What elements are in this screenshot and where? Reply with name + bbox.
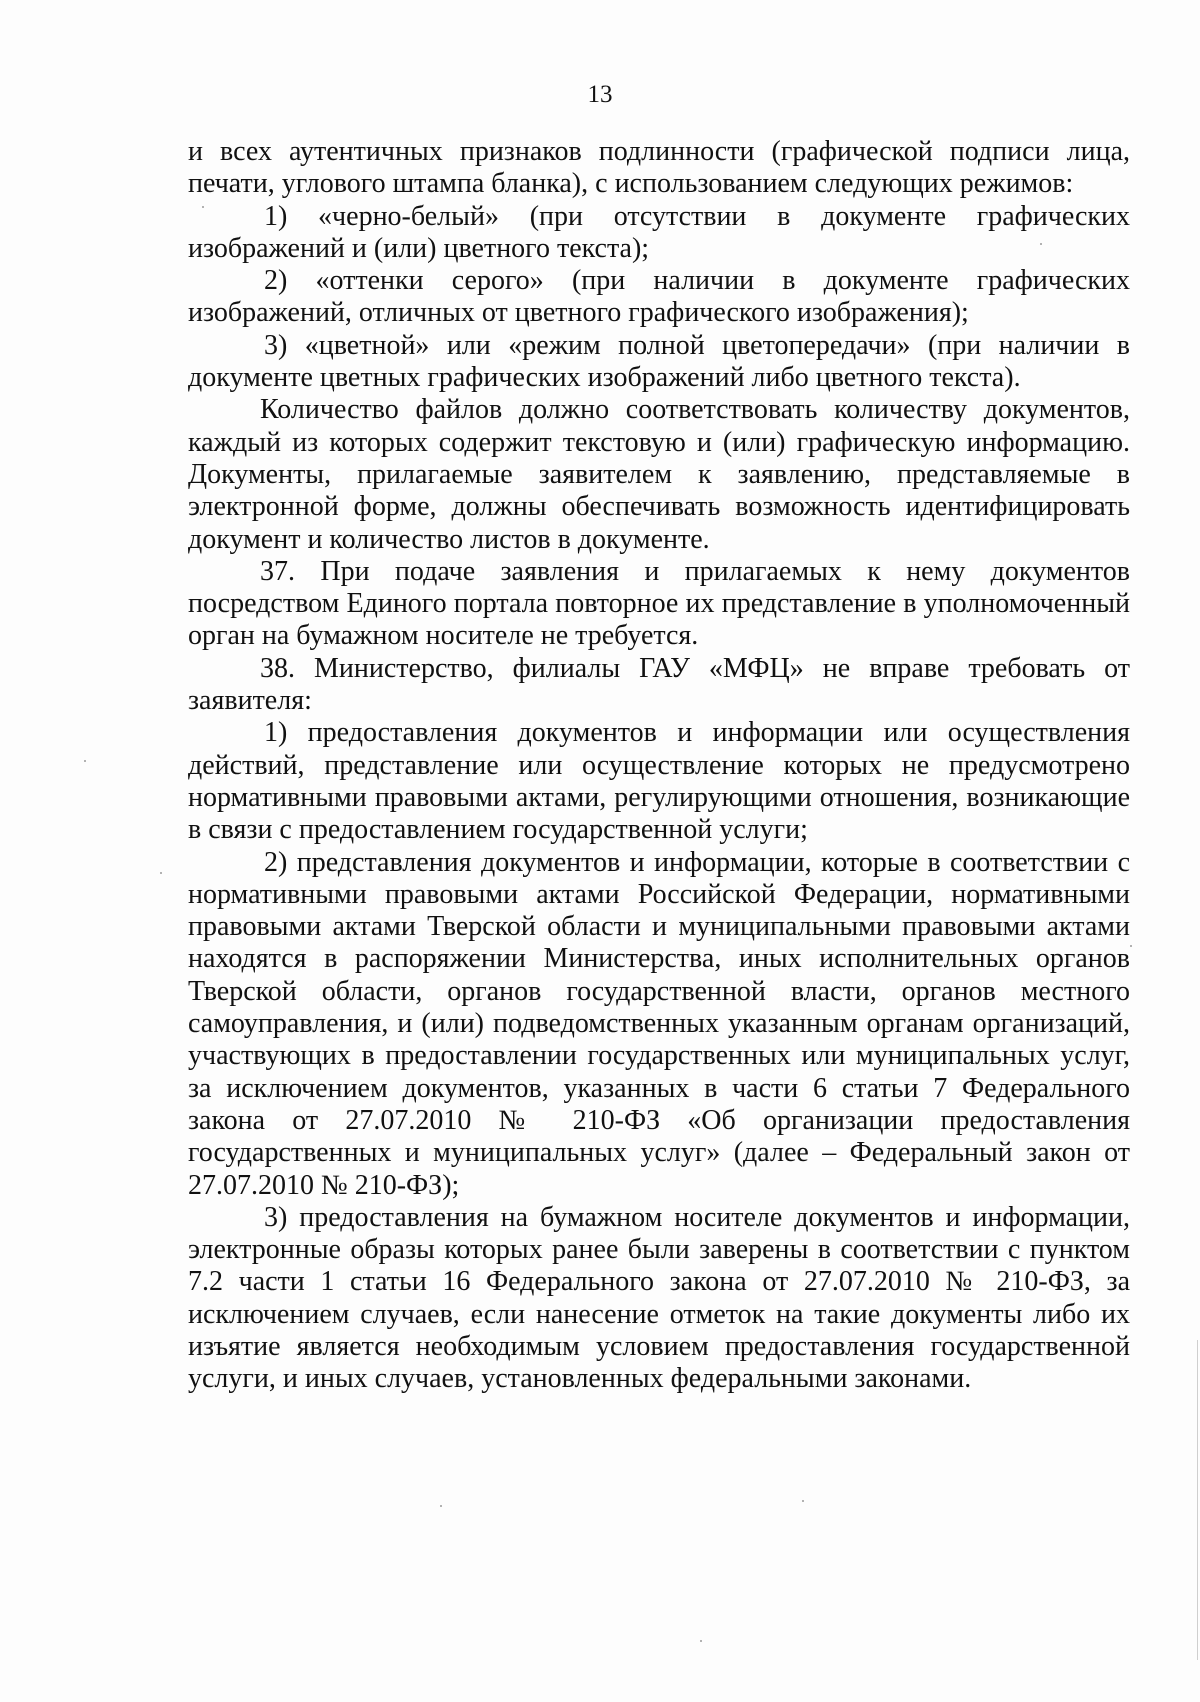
- page-number: 13: [587, 81, 613, 108]
- document-body: [188, 136, 1130, 1396]
- paragraph-file-count: Количество файлов должно соответствовать количеству документов, каждый из которых содержит текстовую и (или) графическую информацию. Документы, прилагаемые заявителем к заявлению, представляемые в электронной форме, должны обеспечивать возможность идентифицировать документ и количество листов в документе.: [188, 394, 1130, 555]
- scan-edge-line: [1197, 1340, 1198, 1660]
- scan-speck: [1040, 243, 1042, 245]
- paragraph-mode-black-white: 1) «черно-белый» (при отсутствии в документе графических изображений и (или) цветного текста);: [188, 200, 1130, 264]
- scan-speck: [202, 206, 204, 208]
- paragraph-item-38-subitem-3: 3) предоставления на бумажном носителе документов и информации, электронные образы которых ранее были заверены в соответствии с пунктом 7.2 части 1 статьи 16 Федерального закона от 27.07.2010 № 210-ФЗ, за исключением случаев, если нанесение отметок на такие документы либо их изъятие является необходимым условием предоставления государственной услуги, и иных случаев, установленных федеральными законами.: [188, 1201, 1130, 1395]
- paragraph-mode-grayscale: 2) «оттенки серого» (при наличии в документе графических изображений, отличных от цветного графического изображения);: [188, 265, 1130, 329]
- paragraph-item-38-subitem-2: 2) представления документов и информации, которые в соответствии с нормативными правовыми актами Российской Федерации, нормативными правовыми актами Тверской области и муниципальными правовыми актами находятся в распоряжении Министерства, иных исполнительных органов Тверской области, органов государственной власти, органов местного самоуправления, и (или) подведомственных указанным органам организаций, участвующих в предоставлении государственных или муниципальных услуг, за исключением документов, указанных в части 6 статьи 7 Федерального закона от 27.07.2010 № 210-ФЗ «Об организации предоставления государственных и муниципальных услуг» (далее – Федеральный закон от 27.07.2010 № 210-ФЗ);: [188, 846, 1130, 1201]
- paragraph-item-38: 38. Министерство, филиалы ГАУ «МФЦ» не вправе требовать от заявителя:: [188, 652, 1130, 717]
- paragraph-scan-modes-intro: и всех аутентичных признаков подлинности (графической подписи лица, печати, углового штампа бланка), с использованием следующих режимов:: [188, 136, 1130, 200]
- scan-speck: [84, 760, 86, 762]
- scan-speck: [160, 872, 162, 874]
- scan-speck: [440, 1505, 442, 1507]
- paragraph-item-38-subitem-1: 1) предоставления документов и информации или осуществления действий, представление или осуществление которых не предусмотрено нормативными правовыми актами, регулирующими отношения, возникающие в связи с предоставлением государственной услуги;: [188, 717, 1130, 846]
- scan-speck: [700, 1640, 702, 1642]
- paragraph-item-37: 37. При подаче заявления и прилагаемых к нему документов посредством Единого портала повторное их представление в уполномоченный орган на бумажном носителе не требуется.: [188, 555, 1130, 652]
- paragraph-mode-color: 3) «цветной» или «режим полной цветопередачи» (при наличии в документе цветных графических изображений либо цветного текста).: [188, 329, 1130, 394]
- scan-speck: [802, 1500, 804, 1502]
- scan-speck: [1130, 945, 1132, 947]
